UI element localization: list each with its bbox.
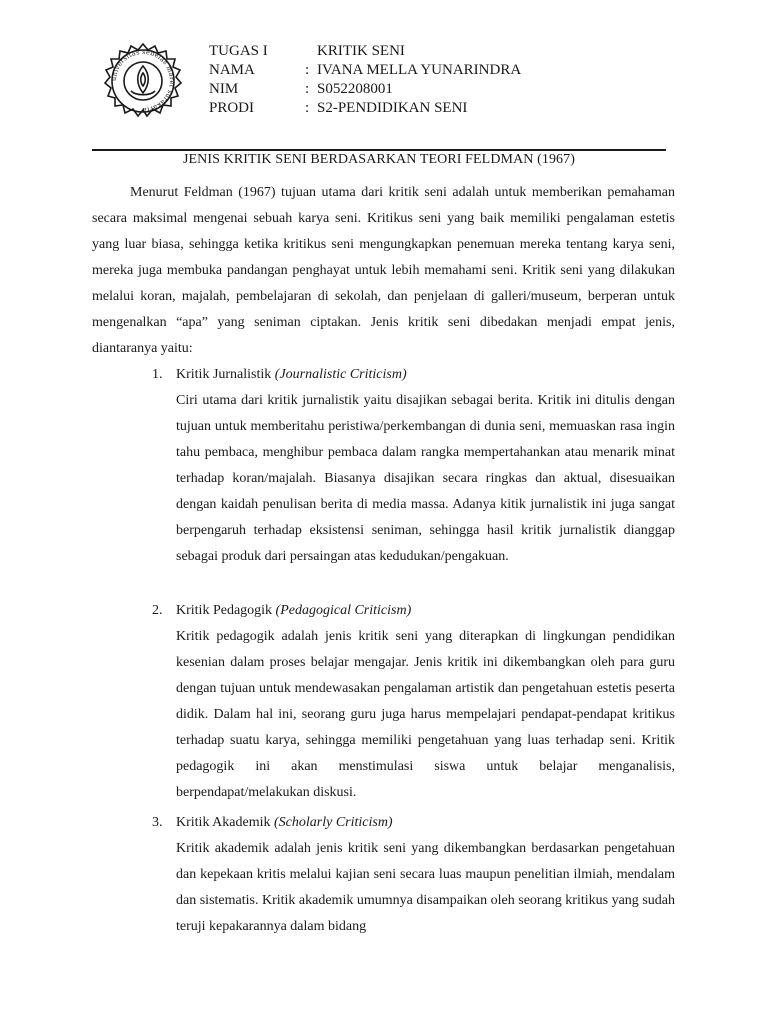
- list-item-body: Ciri utama dari kritik jurnalistik yaitu disajikan sebagai berita. Kritik ini ditulis dengan tujuan untuk memberitahu peristiwa/perkembangan di dunia seni, memuaskan rasa ingin tahu pembaca, menghibur pembaca dalam rangka mempertahankan atau menarik minat terhadap koran/majalah. Biasanya disajikan secara ringkas dan aktual, disesuaikan dengan kaidah penulisan berita di media massa. Adanya kitik jurnalistik ini juga sangat berpengaruh terhadap eksistensi seniman, sehingga hasil kritik jurnalistik dianggap sebagai produk dari persaingan atas kedudukan/pengakuan.: [176, 393, 675, 564]
- header-value: KRITIK SENI: [317, 43, 405, 59]
- header-label: NAMA: [209, 62, 255, 78]
- list-item-number: 3.: [152, 815, 163, 830]
- document-title: JENIS KRITIK SENI BERDASARKAN TEORI FELDMAN (1967): [182, 152, 576, 167]
- list-item-heading: [152, 366, 675, 384]
- header-value: IVANA MELLA YUNARINDRA: [317, 62, 522, 78]
- list-item-body: Kritik akademik adalah jenis kritik seni yang dikembangkan berdasarkan pengetahuan dan kepekaan kritis melalui kajian seni secara luas maupun penelitian ilmiah, mendalam dan sistematis. Kritik akademik umumnya disampaikan oleh seorang kritikus yang sudah teruji kepakarannya dalam bidang: [176, 841, 675, 934]
- header-separator: [305, 42, 317, 61]
- intro-paragraph: [92, 180, 675, 362]
- student-header: [209, 42, 521, 118]
- header-row-prodi: [209, 99, 521, 118]
- list-item: [152, 602, 675, 806]
- list-item-subtitle: (Scholarly Criticism): [274, 815, 393, 830]
- header-label: PRODI: [209, 100, 255, 116]
- header-label: NIM: [209, 81, 239, 97]
- list-item-title-text: Kritik Pedagogik: [176, 603, 273, 618]
- list-item-subtitle: (Journalistic Criticism): [274, 367, 407, 382]
- list-item-title: [176, 602, 411, 620]
- svg-text:universitas sebelas maret sura: universitas sebelas maret surakarta: [109, 47, 177, 115]
- list-item-title: [176, 814, 393, 832]
- list-item-title-text: Kritik Jurnalistik: [176, 367, 272, 382]
- list-item-title-text: Kritik Akademik: [176, 815, 271, 830]
- header-value: S052208001: [317, 81, 393, 97]
- list-item-body: Kritik pedagogik adalah jenis kritik seni yang diterapkan di lingkungan pendidikan kesenian dalam proses belajar mengajar. Jenis kritik ini dikembangkan oleh para guru dengan tujuan untuk mendewasakan pengalaman artistik dan pengetahuan estetis peserta didik. Dalam hal ini, seorang guru juga harus mempelajari pendapat-pendapat kritikus terhadap suatu karya, sehingga memiliki pengetahuan yang luas terhadap seni. Kritik pedagogik ini akan menstimulasi siswa untuk belajar menganalisis, berpendapat/melakukan diskusi.: [176, 629, 675, 800]
- header-row-nim: [209, 80, 521, 99]
- list-item-number: 1.: [152, 367, 163, 382]
- list-item: [152, 814, 675, 940]
- header-row-nama: [209, 61, 521, 80]
- intro-text: Menurut Feldman (1967) tujuan utama dari kritik seni adalah untuk memberikan pemahaman secara maksimal mengenai sebuah karya seni. Kritikus seni yang baik memiliki pengalaman estetis yang luar biasa, sehingga ketika kritikus seni mengungkapkan penemuan mereka tentang karya seni, mereka juga membuka pandangan penghayat untuk lebih memahami seni. Kritik seni yang dilakukan melalui koran, majalah, pembelajaran di sekolah, dan penjelaan di galleri/museum, berperan untuk mengenalkan “apa” yang seniman ciptakan. Jenis kritik seni dibedakan menjadi empat jenis, diantaranya yaitu:: [92, 185, 675, 356]
- list-item-number: 2.: [152, 603, 163, 618]
- header-separator: :: [305, 62, 310, 78]
- list-item-heading: [152, 814, 675, 832]
- list-item-heading: [152, 602, 675, 620]
- header-separator: :: [305, 81, 310, 97]
- header-separator: :: [305, 100, 310, 116]
- list-item: [152, 366, 675, 570]
- header-value: S2-PENDIDIKAN SENI: [317, 100, 468, 116]
- header-row-tugas: [209, 42, 521, 61]
- university-logo-icon: [103, 41, 183, 121]
- list-item-subtitle: (Pedagogical Criticism): [275, 603, 412, 618]
- header-label: TUGAS I: [209, 43, 268, 59]
- list-item-title: [176, 366, 407, 384]
